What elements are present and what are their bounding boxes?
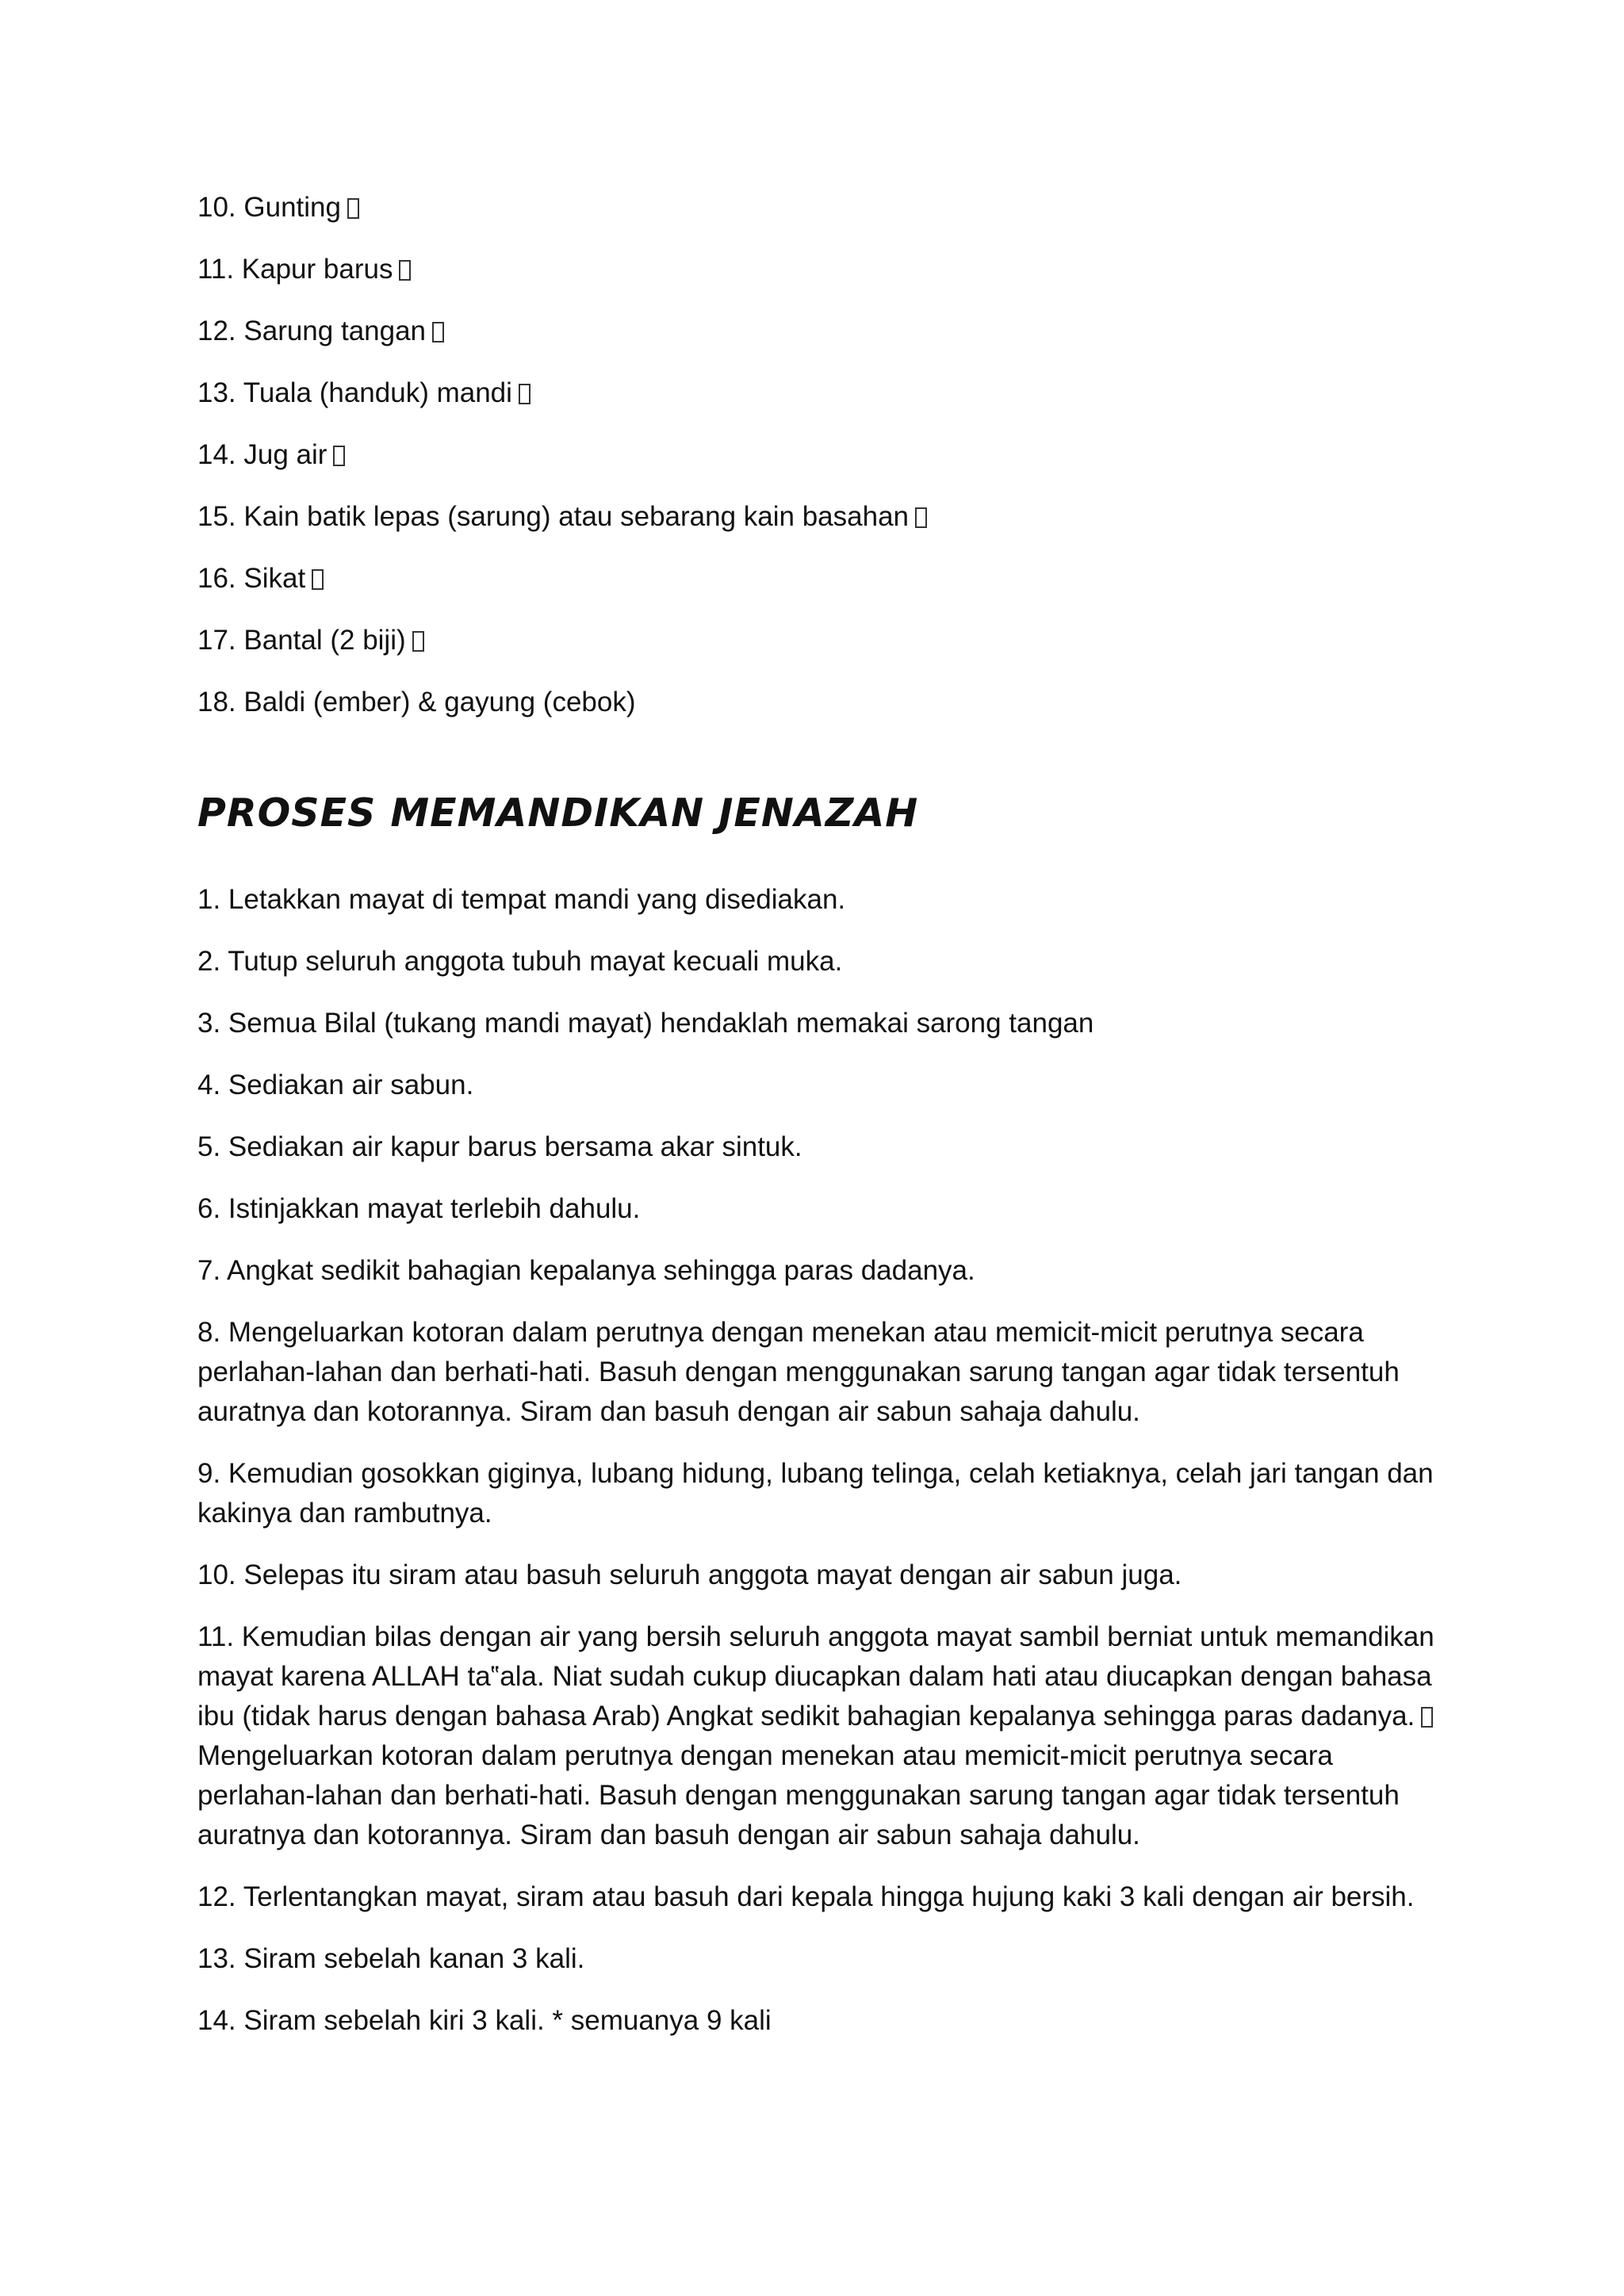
list-item: 15. Kain batik lepas (sarung) atau sebarang kain basahan (197, 499, 1442, 534)
list-item: 12. Sarung tangan (197, 314, 1442, 349)
list-item: 17. Bantal (2 biji) (197, 623, 1442, 658)
missing-glyph-icon (399, 260, 411, 281)
list-item: 10. Gunting (197, 190, 1442, 225)
list-item: 13. Tuala (handuk) mandi (197, 376, 1442, 411)
step-item: 10. Selepas itu siram atau basuh seluruh anggota mayat dengan air sabun juga. (197, 1559, 1182, 1590)
step-item: 13. Siram sebelah kanan 3 kali. (197, 1943, 585, 1974)
step-item: 14. Siram sebelah kiri 3 kali. * semuanya 9 kali (197, 2005, 772, 2036)
section-heading: PROSES MEMANDIKAN JENAZAH (197, 790, 919, 836)
step-item: 11. Kemudian bilas dengan air yang bersih seluruh anggota mayat sambil berniat untuk memandikan mayat karena ALLAH ta‟ala. Niat sudah cukup diucapkan dalam hati atau diucapkan dengan bahasa ibu (tidak harus dengan bahasa Arab) Angkat sedikit bahagian kepalanya sehingga paras dadanya. Mengeluarkan kotoran dalam perutnya dengan menekan atau memicit-micit perutnya secara perlahan-lahan dan berhati-hati. Basuh dengan menggunakan sarung tangan agar tidak tersentuh auratnya dan kotorannya. Siram dan basuh dengan air sabun sahaja dahulu. (197, 1621, 1434, 1850)
missing-glyph-icon (519, 384, 530, 404)
step-item: 9. Kemudian gosokkan giginya, lubang hidung, lubang telinga, celah ketiaknya, celah jari tangan dan kakinya dan rambutnya. (197, 1458, 1434, 1529)
missing-glyph-icon (1421, 1707, 1433, 1728)
list-item: 16. Sikat (197, 561, 1442, 596)
missing-glyph-icon (333, 446, 345, 466)
list-item: 11. Kapur barus (197, 252, 1442, 287)
missing-glyph-icon (432, 322, 444, 342)
step-item: 5. Sediakan air kapur barus bersama akar sintuk. (197, 1131, 802, 1162)
step-item: 1. Letakkan mayat di tempat mandi yang disediakan. (197, 884, 846, 915)
step-item: 12. Terlentangkan mayat, siram atau basuh dari kepala hingga hujung kaki 3 kali dengan air bersih. (197, 1881, 1415, 1912)
step-item: 7. Angkat sedikit bahagian kepalanya sehingga paras dadanya. (197, 1255, 975, 1286)
missing-glyph-icon (412, 631, 424, 652)
equipment-list (197, 190, 1442, 720)
step-item: 3. Semua Bilal (tukang mandi mayat) hendaklah memakai sarong tangan (197, 1008, 1094, 1039)
step-item: 6. Istinjakkan mayat terlebih dahulu. (197, 1193, 641, 1224)
step-item: 8. Mengeluarkan kotoran dalam perutnya dengan menekan atau memicit-micit perutnya secara perlahan-lahan dan berhati-hati. Basuh dengan menggunakan sarung tangan agar tidak tersentuh auratnya dan kotorannya. Siram dan basuh dengan air sabun sahaja dahulu. (197, 1317, 1400, 1427)
list-item: 14. Jug air (197, 438, 1442, 473)
list-item: 18. Baldi (ember) & gayung (cebok) (197, 687, 636, 718)
missing-glyph-icon (915, 507, 927, 528)
document-page (197, 190, 1442, 2063)
step-item: 4. Sediakan air sabun. (197, 1070, 474, 1100)
step-item: 2. Tutup seluruh anggota tubuh mayat kecuali muka. (197, 946, 843, 977)
missing-glyph-icon (347, 198, 359, 219)
steps-list (197, 880, 1442, 2041)
missing-glyph-icon (312, 569, 324, 590)
